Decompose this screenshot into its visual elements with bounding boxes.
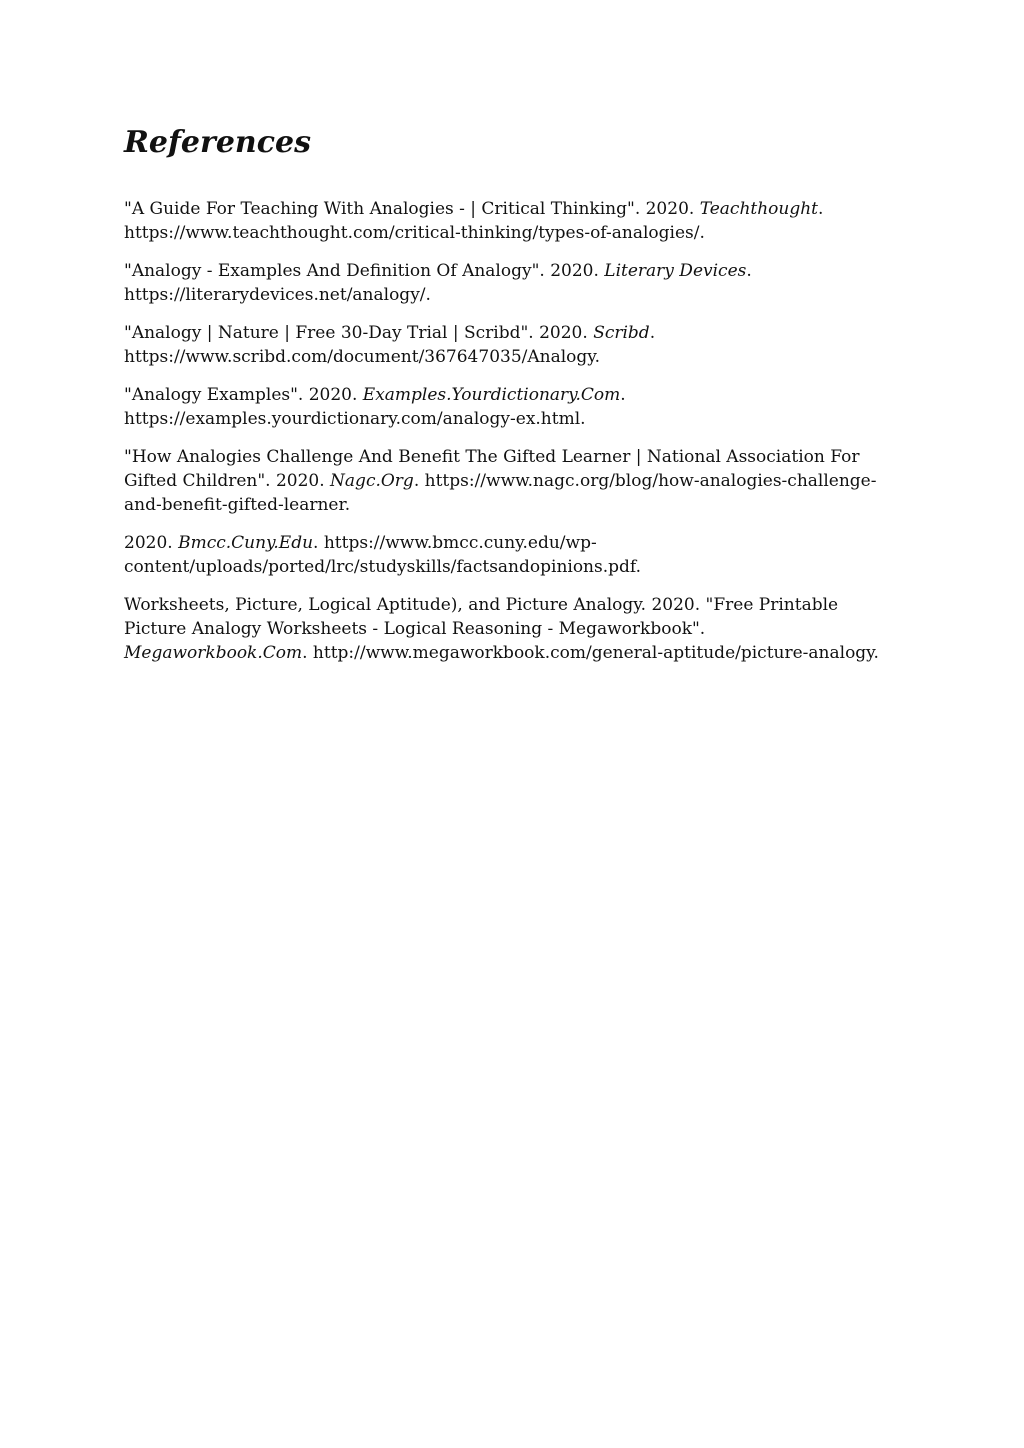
reference-url: . https://www.teachthought.com/critical-thinking/types-of-analogies/.: [124, 199, 824, 243]
reference-url: . https://www.nagc.org/blog/how-analogies-challenge-and-benefit-gifted-learner.: [124, 471, 877, 515]
reference-item: [124, 321, 894, 369]
reference-source: Examples.Yourdictionary.Com: [362, 385, 621, 405]
reference-text: "Analogy Examples". 2020.: [124, 385, 363, 405]
reference-source: Nagc.Org: [330, 471, 414, 491]
reference-source: Scribd: [593, 323, 650, 343]
reference-item: [124, 445, 894, 517]
reference-url: . https://www.scribd.com/document/367647035/Analogy.: [124, 323, 656, 367]
reference-text: "How Analogies Challenge And Benefit The Gifted Learner | National Association For Gifted Children". 2020.: [124, 447, 860, 491]
reference-text: "A Guide For Teaching With Analogies - | Critical Thinking". 2020.: [124, 199, 700, 219]
reference-text: Worksheets, Picture, Logical Aptitude), and Picture Analogy. 2020. "Free Printable Picture Analogy Worksheets - Logical Reasoning - Megaworkbook".: [124, 595, 839, 639]
reference-item: [124, 593, 894, 665]
reference-source: Literary Devices: [604, 261, 747, 281]
reference-item: [124, 197, 894, 245]
reference-url: . http://www.megaworkbook.com/general-aptitude/picture-analogy.: [302, 643, 879, 663]
reference-text: "Analogy - Examples And Definition Of Analogy". 2020.: [124, 261, 605, 281]
reference-url: . https://literarydevices.net/analogy/.: [124, 261, 752, 305]
reference-url: . https://www.bmcc.cuny.edu/wp-content/uploads/ported/lrc/studyskills/factsandopinions.pdf.: [124, 533, 641, 577]
reference-url: . https://examples.yourdictionary.com/analogy-ex.html.: [124, 385, 626, 429]
reference-item: [124, 383, 894, 431]
page-title: References: [124, 125, 311, 160]
document-page: [124, 0, 894, 679]
reference-text: "Analogy | Nature | Free 30-Day Trial | Scribd". 2020.: [124, 323, 594, 343]
reference-item: [124, 259, 894, 307]
reference-source: Megaworkbook.Com: [124, 643, 303, 663]
reference-item: [124, 531, 894, 579]
reference-source: Bmcc.Cuny.Edu: [178, 533, 314, 553]
reference-source: Teachthought: [699, 199, 819, 219]
reference-text: 2020.: [124, 533, 179, 553]
reference-list: [124, 197, 894, 665]
